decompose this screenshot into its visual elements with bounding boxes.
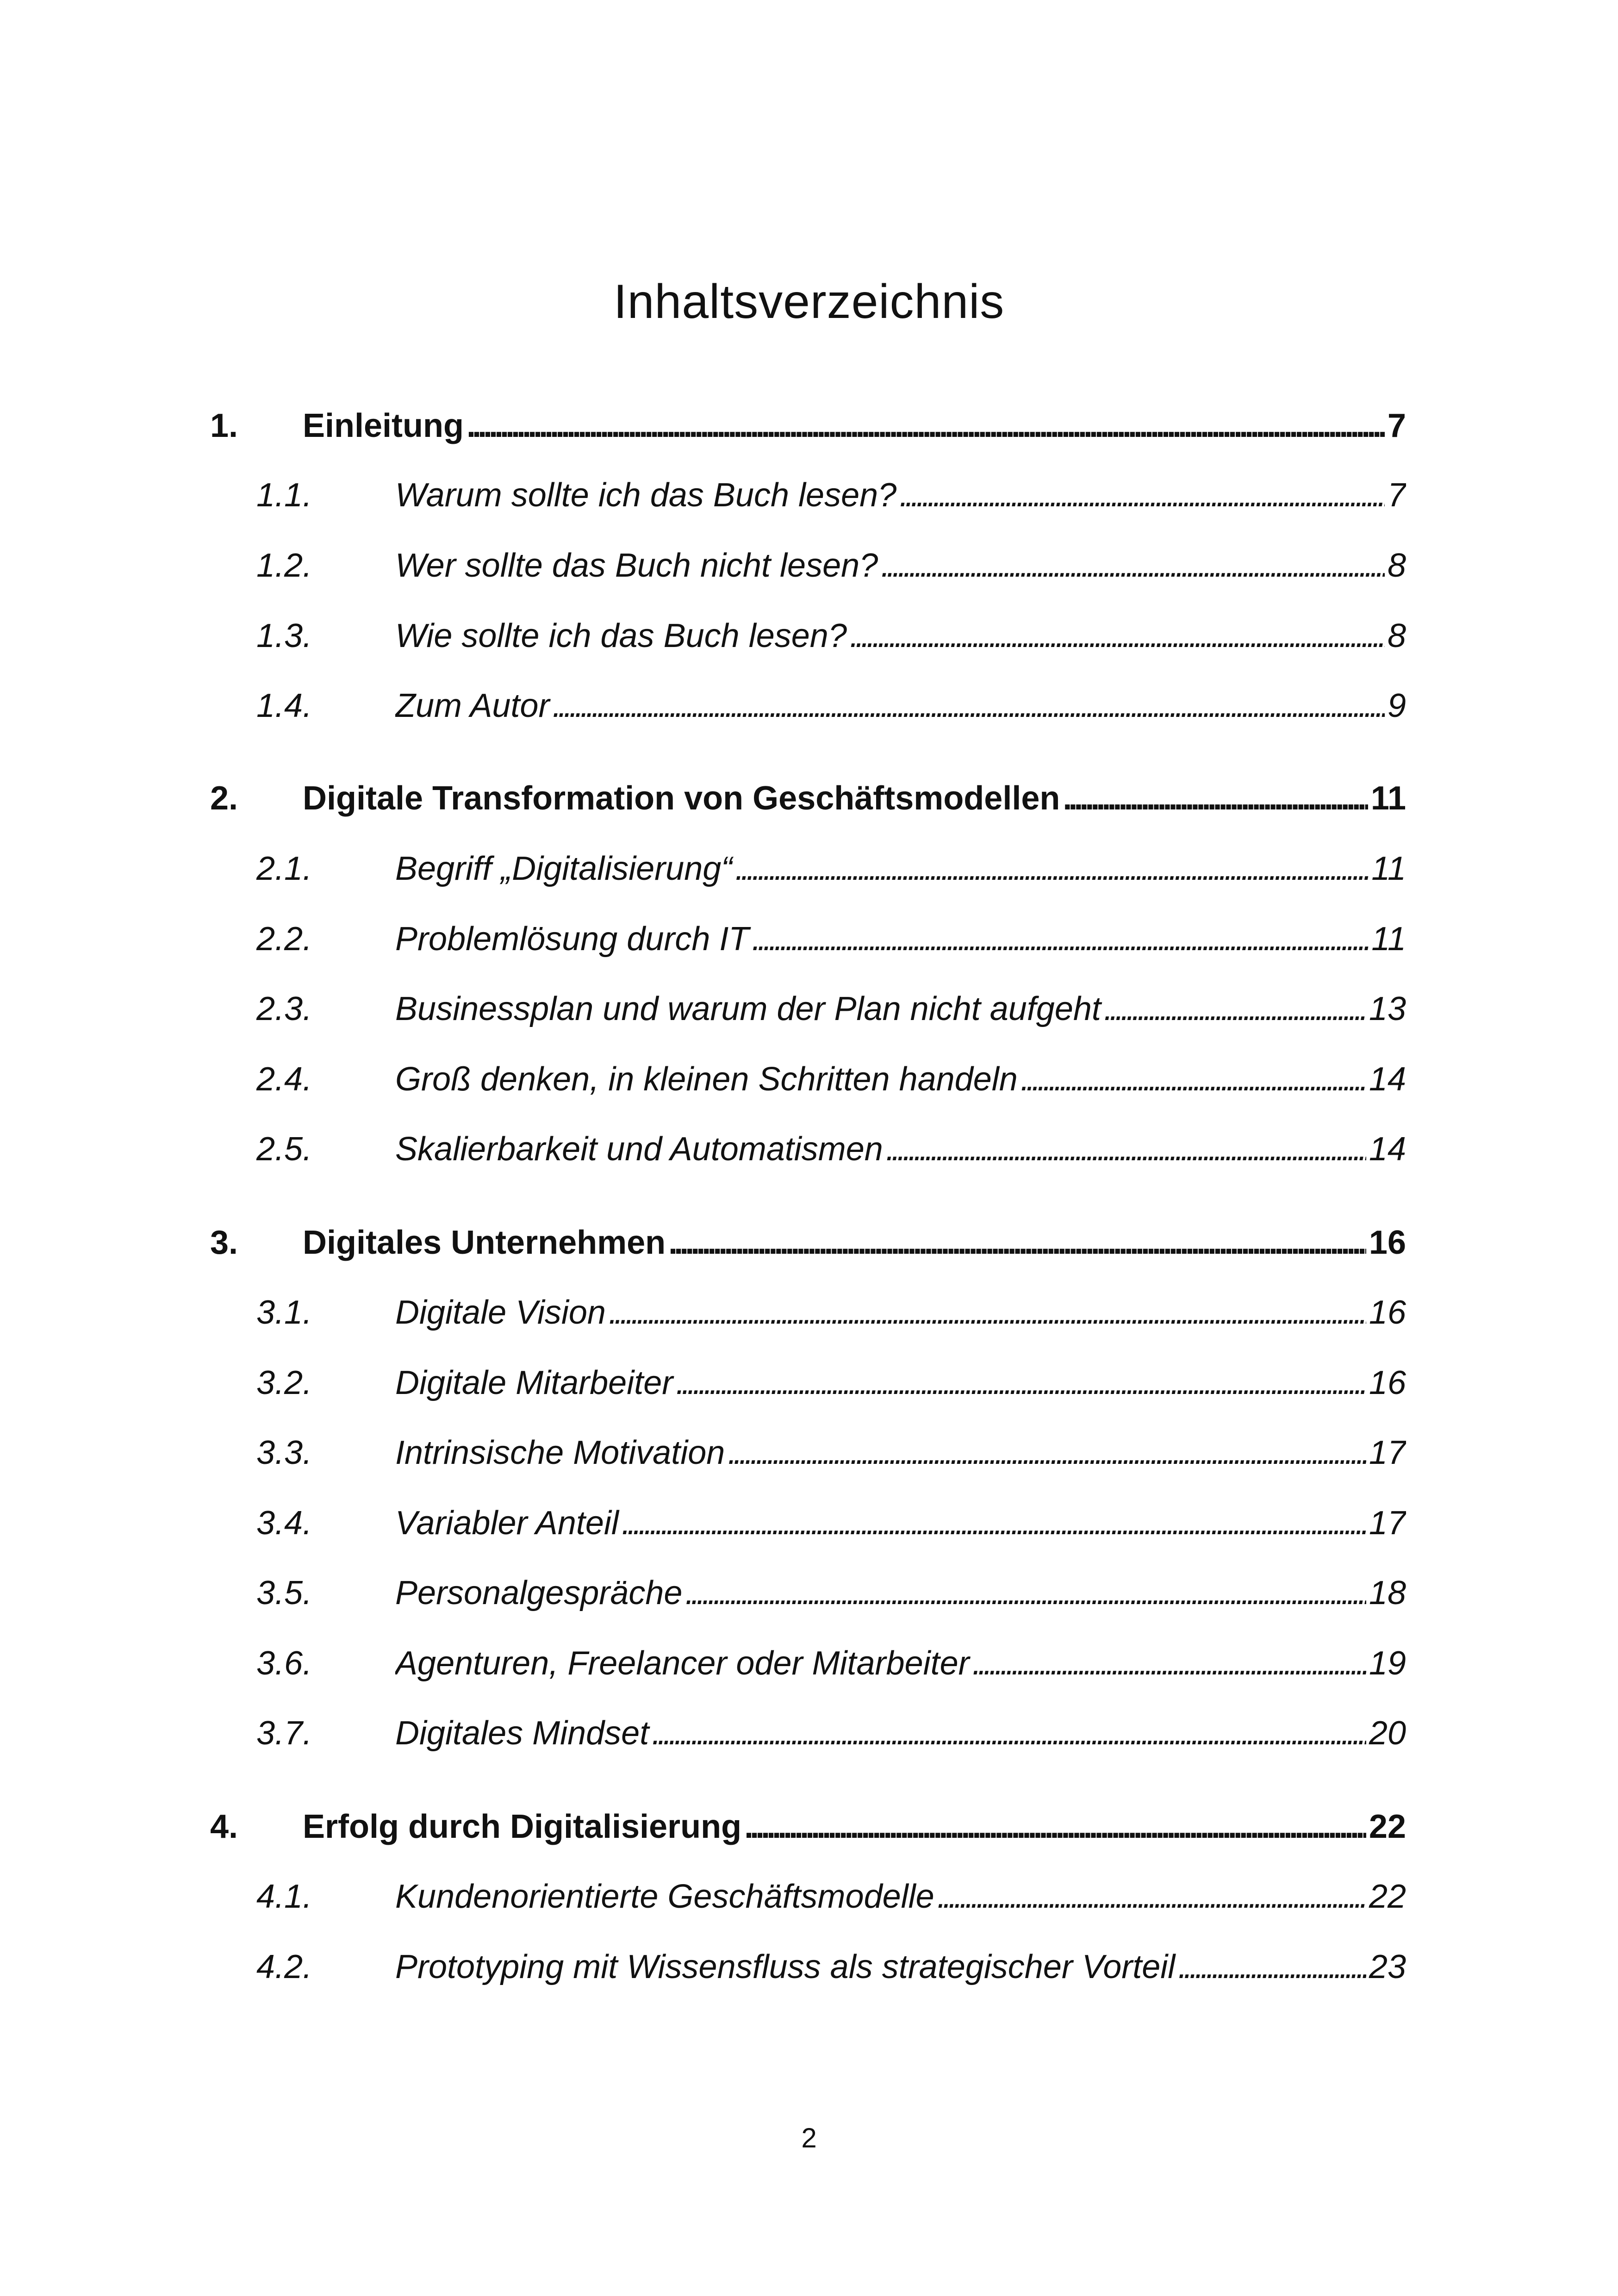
toc-entry-page: 19 [1369,1645,1406,1682]
dot-leader [972,1643,1366,1684]
dot-leader [1063,778,1368,819]
toc-entry-page: 16 [1369,1294,1406,1331]
toc-entry-label: Problemlösung durch IT [395,921,749,958]
toc-entry-page: 7 [1387,477,1406,514]
toc-section-2-2[interactable] [0,918,1618,960]
dot-leader [886,1128,1366,1170]
dot-leader [728,1432,1366,1474]
toc-entry-number: 2.2. [256,921,312,958]
toc-section-1-4[interactable] [0,685,1618,727]
toc-entry-label: Digitale Transformation von Geschäftsmodellen [303,780,1060,817]
dot-leader [744,1806,1366,1848]
toc-entry-number: 4. [210,1808,238,1845]
toc-section-1-1[interactable] [0,474,1618,516]
toc-entry-number: 3.4. [256,1505,312,1542]
toc-entry-number: 3.7. [256,1715,312,1752]
toc-entry-label: Prototyping mit Wissensfluss als strategischer Vorteil [395,1948,1176,1985]
dot-leader [752,918,1369,960]
toc-entry-label: Intrinsische Motivation [395,1434,725,1471]
toc-section-2-3[interactable] [0,988,1618,1030]
toc-entry-label: Digitale Vision [395,1294,606,1331]
toc-section-1-3[interactable] [0,615,1618,657]
toc-entry-page: 8 [1387,547,1406,584]
toc-entry-label: Wer sollte das Buch nicht lesen? [395,547,878,584]
toc-entry-label: Warum sollte ich das Buch lesen? [395,477,897,514]
toc-section-3-3[interactable] [0,1432,1618,1474]
toc-entry-label: Digitale Mitarbeiter [395,1364,673,1401]
toc-entry-number: 3. [210,1224,238,1261]
toc-entry-number: 1.3. [256,617,312,654]
toc-entry-label: Digitales Unternehmen [303,1224,666,1261]
toc-entry-number: 2.3. [256,990,312,1027]
page-number: 2 [801,2122,817,2153]
dot-leader [1178,1946,1366,1988]
toc-entry-label: Begriff „Digitalisierung“ [395,850,733,887]
toc-entry-page: 8 [1387,617,1406,654]
toc-section-2-4[interactable] [0,1058,1618,1100]
toc-entry-label: Kundenorientierte Geschäftsmodelle [395,1878,934,1915]
toc-entry-page: 11 [1370,780,1406,817]
toc-entry-number: 2.4. [256,1061,312,1098]
toc-section-4-1[interactable] [0,1876,1618,1917]
toc-section-2-5[interactable] [0,1128,1618,1170]
toc-entry-number: 1.4. [256,687,312,724]
toc-entry-page: 17 [1369,1434,1406,1471]
toc-entry-number: 4.1. [256,1878,312,1915]
toc-entry-page: 23 [1369,1948,1406,1985]
dot-leader [1104,988,1366,1030]
dot-leader [899,474,1385,516]
toc-entry-label: Skalierbarkeit und Automatismen [395,1131,883,1168]
toc-chapter-1[interactable] [0,405,1618,447]
toc-entry-number: 2.1. [256,850,312,887]
toc-entry-page: 16 [1369,1224,1406,1261]
toc-chapter-4[interactable] [0,1806,1618,1848]
dot-leader [937,1876,1366,1917]
dot-leader [676,1362,1366,1404]
toc-entry-label: Businessplan und warum der Plan nicht aufgeht [395,990,1101,1027]
toc-entry-label: Wie sollte ich das Buch lesen? [395,617,847,654]
toc-entry-page: 7 [1387,407,1406,444]
toc-entry-number: 3.3. [256,1434,312,1471]
page-title: Inhaltsverzeichnis [613,275,1005,329]
toc-entry-label: Agenturen, Freelancer oder Mitarbeiter [395,1645,970,1682]
dot-leader [467,405,1385,447]
toc-entry-page: 14 [1369,1061,1406,1098]
toc-entry-label: Digitales Mindset [395,1715,649,1752]
toc-section-3-2[interactable] [0,1362,1618,1404]
dot-leader [668,1222,1366,1263]
toc-section-4-2[interactable] [0,1946,1618,1988]
toc-section-2-1[interactable] [0,848,1618,890]
toc-entry-page: 22 [1369,1808,1406,1845]
toc-entry-number: 1.1. [256,477,312,514]
toc-entry-label: Einleitung [303,407,464,444]
toc-entry-number: 3.2. [256,1364,312,1401]
dot-leader [652,1712,1366,1754]
toc-chapter-2[interactable] [0,778,1618,819]
toc-section-3-1[interactable] [0,1292,1618,1333]
toc-section-3-4[interactable] [0,1502,1618,1544]
toc-entry-page: 20 [1369,1715,1406,1752]
dot-leader [609,1292,1366,1333]
toc-section-3-7[interactable] [0,1712,1618,1754]
dot-leader [735,848,1369,890]
toc-entry-page: 22 [1369,1878,1406,1915]
toc-entry-label: Erfolg durch Digitalisierung [303,1808,742,1845]
toc-entry-label: Personalgespräche [395,1574,683,1612]
toc-section-3-5[interactable] [0,1572,1618,1614]
toc-entry-page: 17 [1369,1505,1406,1542]
toc-entry-page: 11 [1371,850,1406,887]
dot-leader [622,1502,1366,1544]
dot-leader [881,545,1385,586]
toc-entry-page: 11 [1371,921,1406,958]
toc-section-1-2[interactable] [0,545,1618,586]
toc-entry-label: Zum Autor [395,687,550,724]
toc-entry-number: 3.1. [256,1294,312,1331]
dot-leader [552,685,1385,727]
toc-entry-label: Variabler Anteil [395,1505,619,1542]
toc-chapter-3[interactable] [0,1222,1618,1263]
toc-entry-number: 1. [210,407,238,444]
dot-leader [850,615,1385,657]
toc-entry-number: 2.5. [256,1131,312,1168]
toc-entry-page: 18 [1369,1574,1406,1612]
toc-entry-number: 2. [210,780,238,817]
dot-leader [685,1572,1366,1614]
toc-entry-page: 13 [1369,990,1406,1027]
toc-entry-page: 16 [1369,1364,1406,1401]
toc-entry-number: 4.2. [256,1948,312,1985]
toc-entry-page: 9 [1387,687,1406,724]
toc-entry-label: Groß denken, in kleinen Schritten handeln [395,1061,1018,1098]
toc-entry-number: 3.6. [256,1645,312,1682]
toc-entry-page: 14 [1369,1131,1406,1168]
toc-entry-number: 1.2. [256,547,312,584]
toc-entry-number: 3.5. [256,1574,312,1612]
toc-section-3-6[interactable] [0,1643,1618,1684]
dot-leader [1021,1058,1366,1100]
